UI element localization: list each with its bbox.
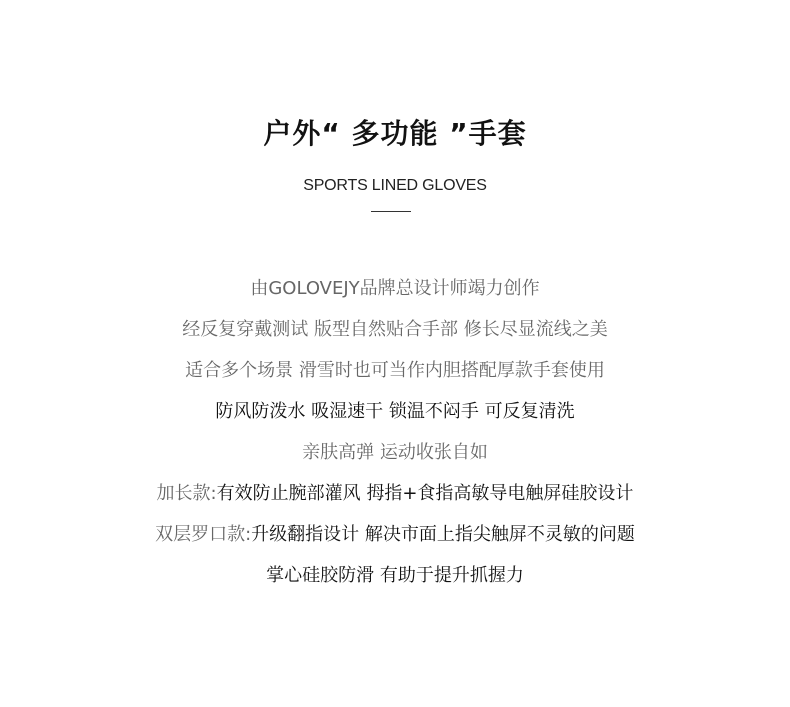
feature-line-long-version [0, 482, 790, 506]
long-version-label: 加长款: [156, 483, 217, 504]
feature-line-palm-grip: 掌心硅胶防滑 有助于提升抓握力 [266, 565, 524, 586]
feature-line-scenarios: 适合多个场景 滑雪时也可当作内胆搭配厚款手套使用 [185, 360, 605, 381]
long-version-text: 有效防止腕部灌风 拇指+食指高敏导电触屏硅胶设计 [216, 483, 634, 504]
page-title: 户外“ 多功能 ”手套 [263, 117, 527, 150]
feature-line-fit: 经反复穿戴测试 版型自然贴合手部 修长尽显流线之美 [182, 319, 608, 340]
double-cuff-label: 双层罗口款: [155, 524, 252, 545]
feature-line-designer: 由GOLOVEJY品牌总设计师竭力创作 [250, 278, 540, 299]
title-divider [371, 211, 411, 212]
feature-line-elastic: 亲肤高弹 运动收张自如 [302, 442, 488, 463]
feature-line-windproof: 防风防泼水 吸湿速干 锁温不闷手 可反复清洗 [215, 401, 575, 422]
page-subtitle: SPORTS LINED GLOVES [303, 177, 487, 194]
double-cuff-text: 升级翻指设计 解决市面上指尖触屏不灵敏的问题 [251, 524, 635, 545]
feature-line-double-cuff-version [0, 523, 790, 547]
